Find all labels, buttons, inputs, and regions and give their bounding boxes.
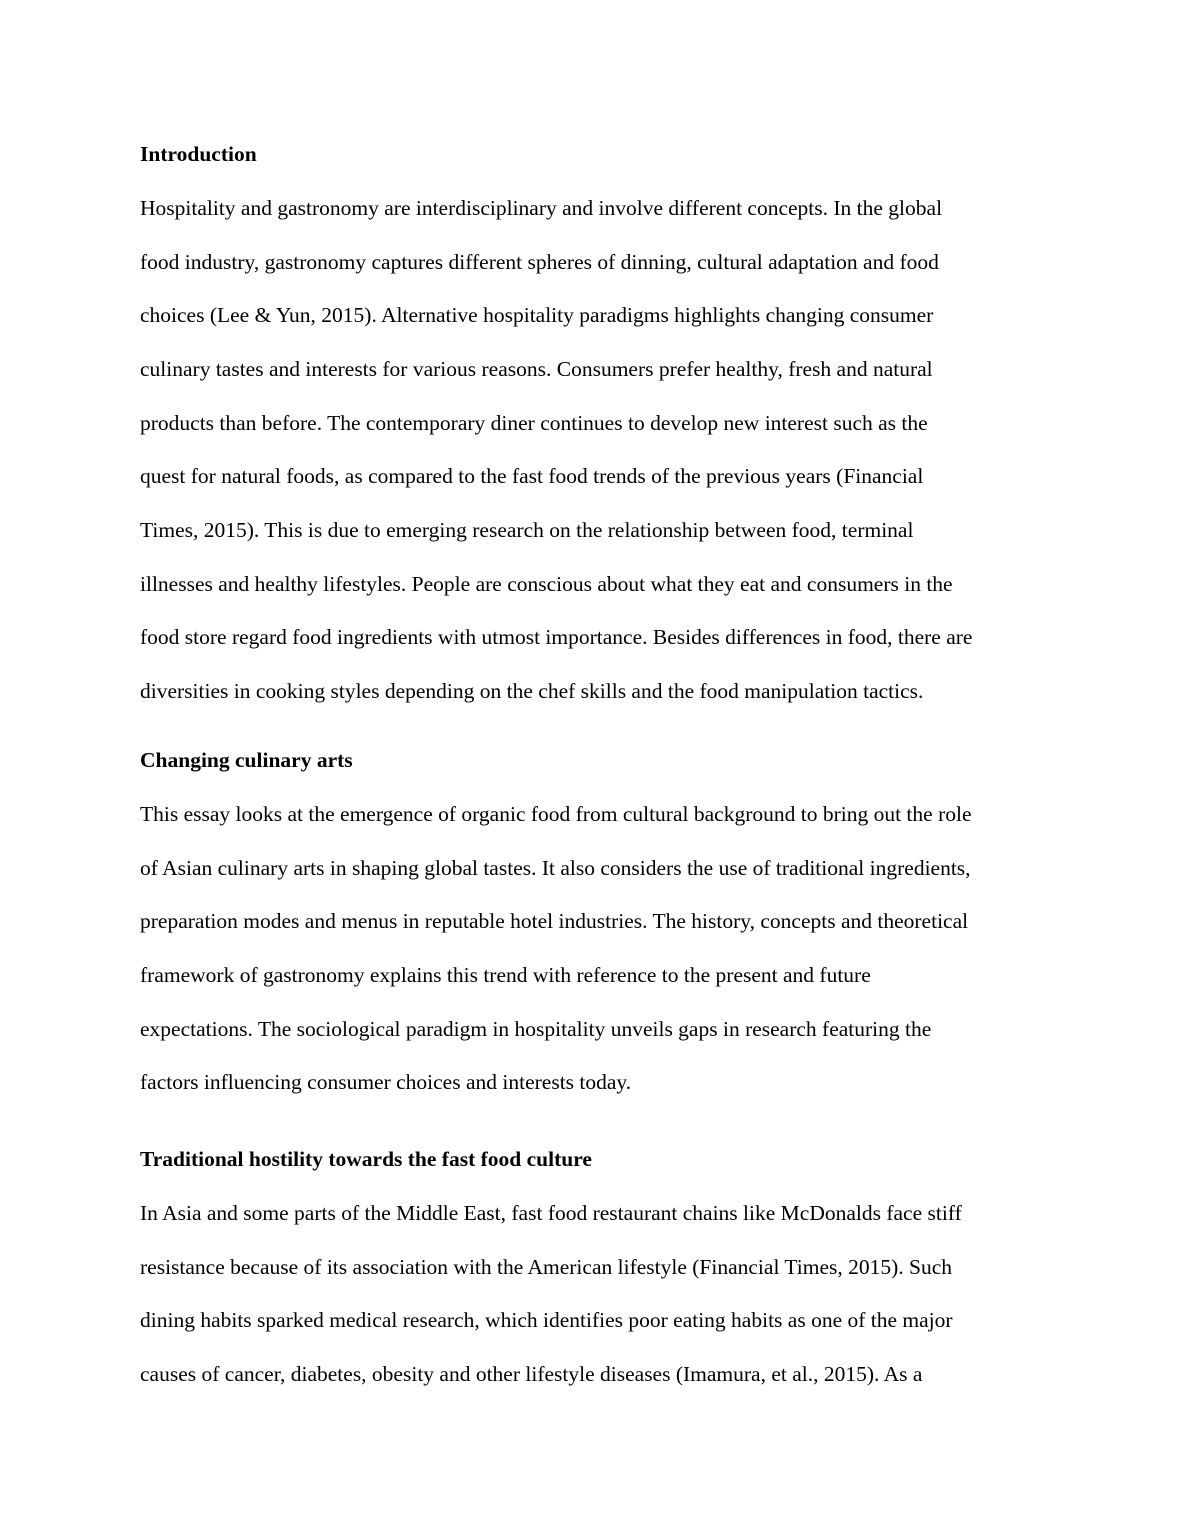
paragraph-line: resistance because of its association with the American lifestyle (Financial Times, 2015). Such [140, 1255, 953, 1279]
paragraph-line: causes of cancer, diabetes, obesity and other lifestyle diseases (Imamura, et al., 2015). As a [140, 1362, 923, 1386]
paragraph-line: quest for natural foods, as compared to the fast food trends of the previous years (Financial [140, 464, 924, 488]
paragraph-line: products than before. The contemporary diner continues to develop new interest such as the [140, 411, 928, 435]
paragraph-line: culinary tastes and interests for various reasons. Consumers prefer healthy, fresh and natural [140, 357, 933, 381]
section-heading-traditional-hostility: Traditional hostility towards the fast food culture [140, 1147, 592, 1171]
section-heading-introduction: Introduction [140, 142, 257, 166]
paragraph-line: This essay looks at the emergence of organic food from cultural background to bring out the role [140, 802, 972, 826]
paragraph-line: diversities in cooking styles depending on the chef skills and the food manipulation tactics. [140, 679, 924, 703]
paragraph-line: In Asia and some parts of the Middle East, fast food restaurant chains like McDonalds face stiff [140, 1201, 962, 1225]
paragraph-line: choices (Lee & Yun, 2015). Alternative hospitality paradigms highlights changing consumer [140, 303, 934, 327]
paragraph-line: expectations. The sociological paradigm in hospitality unveils gaps in research featuring the [140, 1017, 932, 1041]
paragraph-line: preparation modes and menus in reputable hotel industries. The history, concepts and theoretical [140, 909, 969, 933]
paragraph-line: food industry, gastronomy captures different spheres of dinning, cultural adaptation and food [140, 250, 939, 274]
paragraph-line: Hospitality and gastronomy are interdisciplinary and involve different concepts. In the global [140, 196, 943, 220]
paragraph-line: of Asian culinary arts in shaping global tastes. It also considers the use of traditional ingredients, [140, 856, 971, 880]
paragraph-line: illnesses and healthy lifestyles. People are conscious about what they eat and consumers in the [140, 572, 953, 596]
paragraph-line: dining habits sparked medical research, which identifies poor eating habits as one of the major [140, 1308, 953, 1332]
paragraph-line: framework of gastronomy explains this trend with reference to the present and future [140, 963, 871, 987]
paragraph-line: food store regard food ingredients with utmost importance. Besides differences in food, there are [140, 625, 973, 649]
paragraph-line: Times, 2015). This is due to emerging research on the relationship between food, terminal [140, 518, 914, 542]
section-heading-changing-culinary-arts: Changing culinary arts [140, 748, 353, 772]
paragraph-line: factors influencing consumer choices and interests today. [140, 1070, 632, 1094]
